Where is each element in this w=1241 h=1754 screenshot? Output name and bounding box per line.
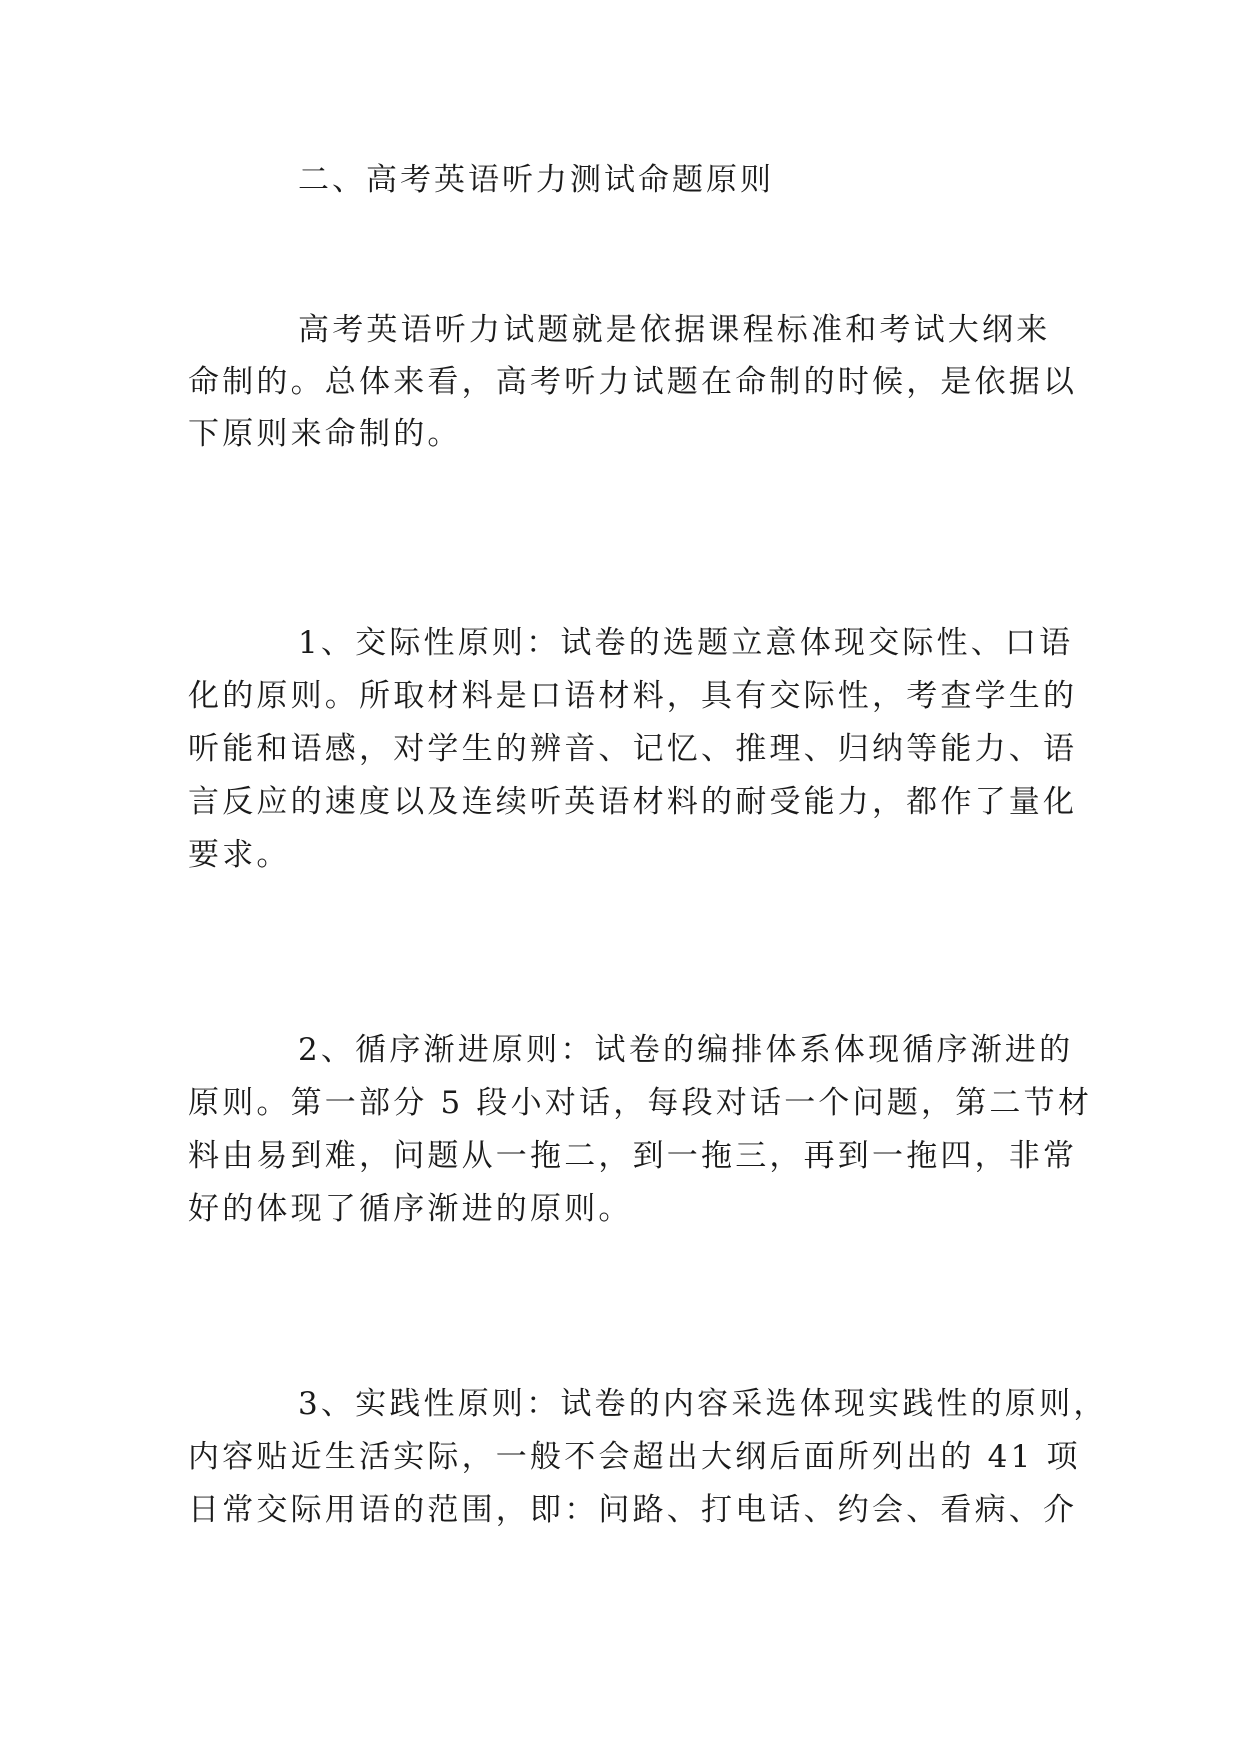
paragraph-line: 2、循序渐进原则：试卷的编排体系体现循序渐进的 [298, 1032, 1074, 1068]
paragraph-line: 原则。第一部分 5 段小对话，每段对话一个问题，第二节材 [188, 1085, 1093, 1121]
paragraph-line: 日常交际用语的范围，即：问路、打电话、约会、看病、介 [188, 1492, 1078, 1528]
section-heading: 二、高考英语听力测试命题原则 [298, 162, 774, 198]
paragraph-line: 1、交际性原则：试卷的选题立意体现交际性、口语 [298, 625, 1074, 661]
paragraph-line: 命制的。总体来看，高考听力试题在命制的时候，是依据以 [188, 364, 1078, 400]
paragraph-line: 高考英语听力试题就是依据课程标准和考试大纲来 [298, 312, 1051, 348]
paragraph-line: 听能和语感，对学生的辨音、记忆、推理、归纳等能力、语 [188, 731, 1078, 767]
paragraph-line: 3、实践性原则：试卷的内容采选体现实践性的原则， [298, 1386, 1108, 1422]
paragraph-line: 下原则来命制的。 [188, 416, 462, 452]
paragraph-line: 要求。 [188, 837, 291, 873]
paragraph-line: 内容贴近生活实际，一般不会超出大纲后面所列出的 41 项 [188, 1439, 1081, 1475]
paragraph-line: 化的原则。所取材料是口语材料，具有交际性，考查学生的 [188, 678, 1078, 714]
paragraph-line: 料由易到难，问题从一拖二，到一拖三，再到一拖四，非常 [188, 1138, 1078, 1174]
paragraph-line: 好的体现了循序渐进的原则。 [188, 1191, 633, 1227]
paragraph-line: 言反应的速度以及连续听英语材料的耐受能力，都作了量化 [188, 784, 1078, 820]
